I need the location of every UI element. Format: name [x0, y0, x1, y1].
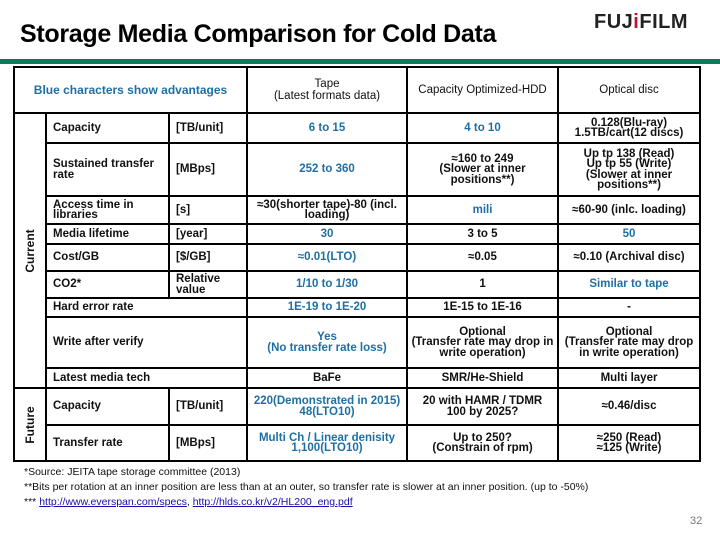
- col-header-tape: Tape (Latest formats data): [247, 67, 407, 113]
- cell-tape: 252 to 360: [247, 143, 407, 196]
- cell-optical: ≈0.46/disc: [558, 388, 700, 425]
- row-label: Media lifetime: [46, 224, 169, 244]
- cell-tape: 220(Demonstrated in 2015) 48(LTO10): [247, 388, 407, 425]
- row-label: Capacity: [46, 113, 169, 143]
- table-row: [14, 196, 700, 224]
- row-unit: [s]: [169, 196, 247, 224]
- row-unit: [MBps]: [169, 425, 247, 461]
- cell-optical: -: [558, 298, 700, 317]
- cell-tape: 30: [247, 224, 407, 244]
- fujifilm-logo: FUJiFILM: [594, 11, 689, 33]
- cell-optical: 50: [558, 224, 700, 244]
- footnote-bits: **Bits per rotation at an inner position are less than at an outer, so transfer rate is slower at an inner position. (up to -50%): [24, 481, 589, 493]
- row-label: CO2*: [46, 271, 169, 298]
- row-unit: [year]: [169, 224, 247, 244]
- page-number: 32: [690, 515, 703, 527]
- cell-optical: 0.128(Blu-ray) 1.5TB/cart(12 discs): [558, 113, 700, 143]
- table-row: [14, 388, 700, 425]
- col-header-optical: Optical disc: [558, 67, 700, 113]
- cell-tape: Yes (No transfer rate loss): [247, 317, 407, 368]
- row-label: Latest media tech: [46, 368, 247, 388]
- table-row: [14, 224, 700, 244]
- row-unit: [MBps]: [169, 143, 247, 196]
- cell-optical: ≈250 (Read) ≈125 (Write): [558, 425, 700, 461]
- row-label: Access time in libraries: [46, 196, 169, 224]
- cell-hdd: mili: [407, 196, 558, 224]
- row-label: Cost/GB: [46, 244, 169, 271]
- table-row: [14, 298, 700, 317]
- cell-tape: Multi Ch / Linear denisity 1,100(LTO10): [247, 425, 407, 461]
- slide-title: Storage Media Comparison for Cold Data: [20, 20, 497, 48]
- cell-optical: Up tp 138 (Read) Up tp 55 (Write) (Slower at inner positions**): [558, 143, 700, 196]
- footnote-links: *** http://www.everspan.com/specs, http://hlds.co.kr/v2/HL200_eng.pdf: [24, 496, 353, 508]
- comparison-table: [13, 66, 701, 462]
- cell-tape: 6 to 15: [247, 113, 407, 143]
- table-row: [14, 368, 700, 388]
- group-future: Future: [14, 388, 46, 461]
- cell-optical: ≈60-90 (inlc. loading): [558, 196, 700, 224]
- cell-tape: 1E-19 to 1E-20: [247, 298, 407, 317]
- cell-hdd: ≈160 to 249 (Slower at inner positions**): [407, 143, 558, 196]
- row-label: Capacity: [46, 388, 169, 425]
- footnotes: [24, 465, 588, 510]
- table-row: [14, 425, 700, 461]
- row-label: Hard error rate: [46, 298, 247, 317]
- table-row: [14, 113, 700, 143]
- cell-hdd: 20 with HAMR / TDMR 100 by 2025?: [407, 388, 558, 425]
- cell-tape: 1/10 to 1/30: [247, 271, 407, 298]
- row-label: Transfer rate: [46, 425, 169, 461]
- table-row: [14, 143, 700, 196]
- advantage-note: Blue characters show advantages: [14, 67, 247, 113]
- cell-hdd: SMR/He-Shield: [407, 368, 558, 388]
- cell-optical: Optional (Transfer rate may drop in write operation): [558, 317, 700, 368]
- cell-tape: BaFe: [247, 368, 407, 388]
- everspan-link[interactable]: http://www.everspan.com/specs: [39, 496, 187, 508]
- header-row: [14, 67, 700, 113]
- row-label: Write after verify: [46, 317, 247, 368]
- cell-optical: ≈0.10 (Archival disc): [558, 244, 700, 271]
- col-header-hdd: Capacity Optimized-HDD: [407, 67, 558, 113]
- cell-hdd: 1E-15 to 1E-16: [407, 298, 558, 317]
- footnote-source: *Source: JEITA tape storage committee (2013): [24, 466, 241, 478]
- cell-hdd: Up to 250? (Constrain of rpm): [407, 425, 558, 461]
- cell-tape: ≈30(shorter tape)-80 (incl. loading): [247, 196, 407, 224]
- cell-tape: ≈0.01(LTO): [247, 244, 407, 271]
- row-unit: Relative value: [169, 271, 247, 298]
- row-unit: [TB/unit]: [169, 113, 247, 143]
- cell-hdd: Optional (Transfer rate may drop in write operation): [407, 317, 558, 368]
- cell-hdd: 1: [407, 271, 558, 298]
- cell-optical: Multi layer: [558, 368, 700, 388]
- cell-hdd: 3 to 5: [407, 224, 558, 244]
- group-current: Current: [14, 113, 46, 388]
- cell-optical: Similar to tape: [558, 271, 700, 298]
- hlds-link[interactable]: http://hlds.co.kr/v2/HL200_eng.pdf: [192, 496, 353, 508]
- header-divider: [0, 59, 720, 64]
- table-row: [14, 317, 700, 368]
- row-unit: [$/GB]: [169, 244, 247, 271]
- cell-hdd: ≈0.05: [407, 244, 558, 271]
- cell-hdd: 4 to 10: [407, 113, 558, 143]
- table-row: [14, 244, 700, 271]
- table-row: [14, 271, 700, 298]
- row-unit: [TB/unit]: [169, 388, 247, 425]
- row-label: Sustained transfer rate: [46, 143, 169, 196]
